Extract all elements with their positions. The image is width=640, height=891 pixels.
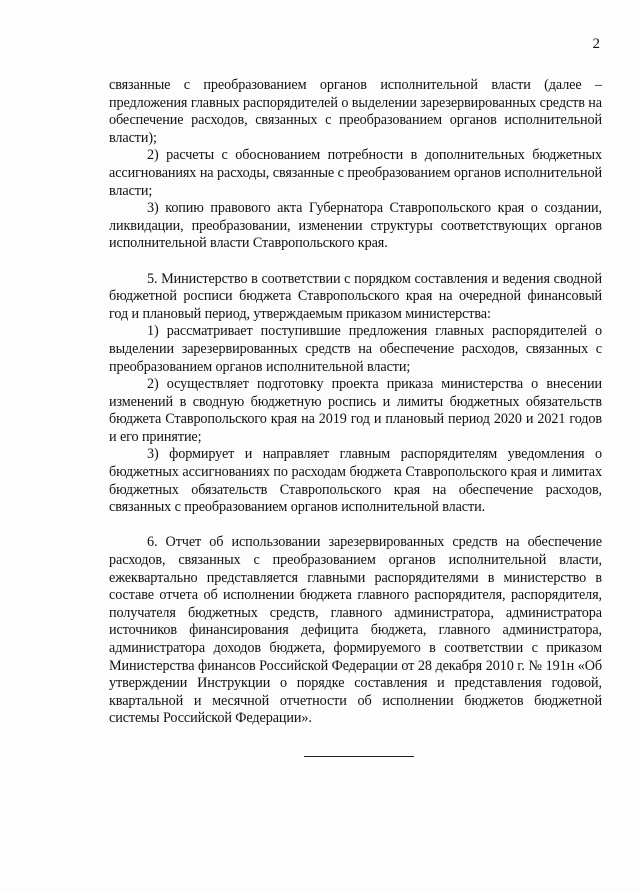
paragraph-section-5-item-3: 3) формирует и направляет главным распорядителям уведомления о бюджетных ассигнованиях по расходам бюджета Ставропольского края и лимитах бюджетных обязательств Ставропольского края на обеспечение расходов, связанных с преобразованием органов исполнительной власти.: [109, 446, 602, 516]
paragraph-item-2: 2) расчеты с обоснованием потребности в дополнительных бюджетных ассигнованиях на расходы, связанные с преобразованием органов исполнительной власти;: [109, 147, 602, 199]
paragraph-section-6: 6. Отчет об использовании зарезервированных средств на обеспечение расходов, связанных с преобразованием органов исполнительной власти, ежеквартально представляется главными распорядителями в министерство в составе отчета об исполнении бюджета главного распорядителя, распорядителя, получателя бюджетных средств, главного администратора, администратора источников финансирования дефицита бюджета, главного администратора, администратора доходов бюджета, формируемого в соответствии с приказом Министерства финансов Российской Федерации от 28 декабря 2010 г. № 191н «Об утверждении Инструкции о порядке составления и представления годовой, квартальной и месячной отчетности об исполнении бюджетов бюджетной системы Российской Федерации».: [109, 534, 602, 727]
paragraph-section-5-item-2: 2) осуществляет подготовку проекта приказа министерства о внесении изменений в сводную бюджетную роспись и лимиты бюджетных обязательств бюджета Ставропольского края на 2019 год и плановый период 2020 и 2021 годов и его принятие;: [109, 376, 602, 445]
paragraph-item-3: 3) копию правового акта Губернатора Ставропольского края о создании, ликвидации, преобразовании, изменении структуры соответствующих органов исполнительной власти Ставропольского края.: [109, 200, 602, 252]
paragraph-section-5: 5. Министерство в соответствии с порядком составления и ведения сводной бюджетной росписи бюджета Ставропольского края на очередной финансовый год и плановый период, утверждаемым приказом министерства:: [109, 270, 602, 322]
closing-divider-line: [304, 756, 414, 757]
paragraph-section-5-item-1: 1) рассматривает поступившие предложения главных распорядителей о выделении зарезервированных средств на обеспечение расходов, связанных с преобразованием органов исполнительной власти;: [109, 323, 602, 375]
page-number: 2: [592, 36, 600, 52]
document-body: [109, 77, 602, 728]
paragraph-continuation: связанные с преобразованием органов исполнительной власти (далее – предложения главных распорядителей о выделении зарезервированных средств на обеспечение расходов, связанных с преобразованием органов исполнительной власти);: [109, 77, 602, 146]
